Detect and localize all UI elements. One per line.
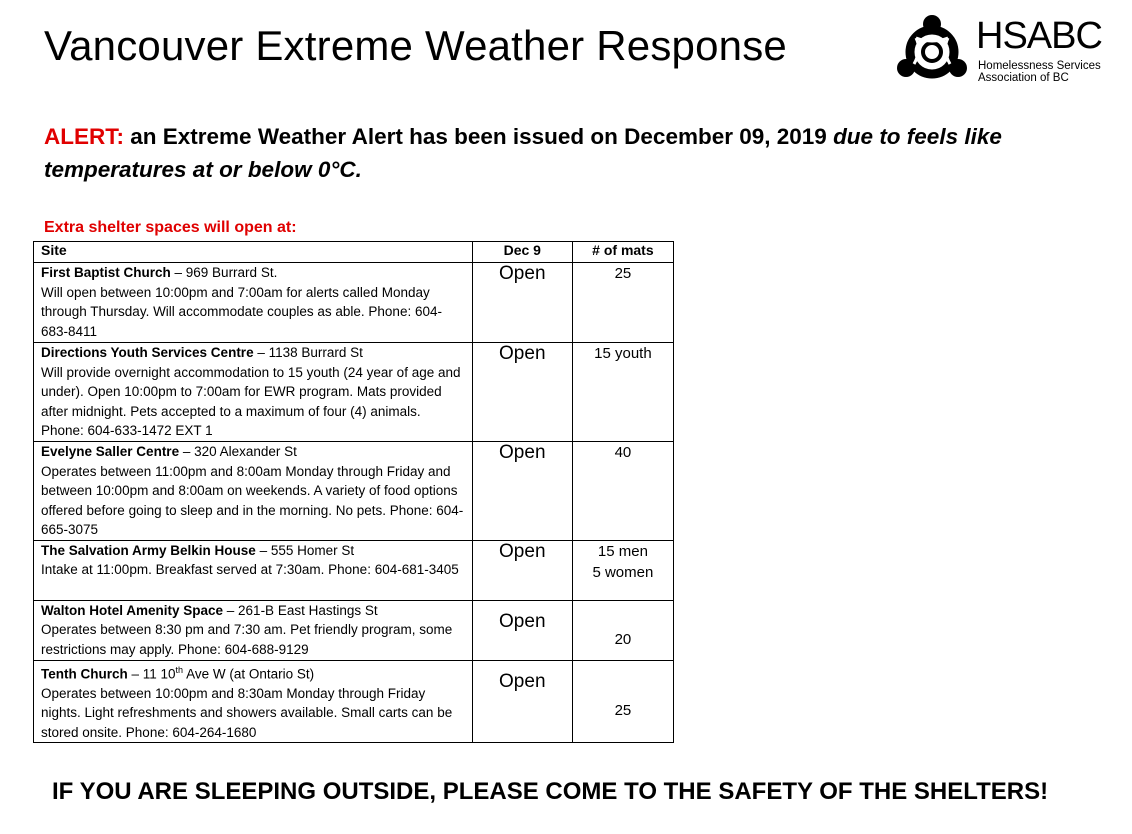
site-name: Walton Hotel Amenity Space — [41, 602, 224, 618]
site-cell — [34, 540, 473, 600]
alert-text: an Extreme Weather Alert has been issued on December 09, 2019 — [124, 124, 834, 149]
table-row — [34, 442, 674, 541]
page-title: Vancouver Extreme Weather Response — [44, 22, 787, 69]
site-cell — [34, 600, 473, 660]
site-name: Evelyne Saller Centre — [41, 444, 180, 459]
site-address-post: Ave W (at Ontario St) — [183, 666, 315, 681]
table-row — [34, 540, 674, 600]
site-address: – 969 Burrard St. — [170, 265, 278, 280]
site-cell — [34, 263, 473, 343]
site-details: Operates between 10:00pm and 8:30am Monday through Friday nights. Light refreshments and showers available. Small carts can be stored onsite. Phone: 604-264-1680 — [41, 685, 453, 740]
site-address: – 320 Alexander St — [179, 444, 297, 459]
status-cell: Open — [472, 660, 572, 743]
mats-cell — [572, 540, 673, 600]
status-cell: Open — [472, 540, 572, 600]
mats-cell: 25 — [572, 660, 673, 743]
table-row — [34, 600, 674, 660]
alert-label: ALERT: — [44, 124, 124, 149]
header-mats: # of mats — [572, 242, 673, 263]
table-row — [34, 343, 674, 442]
alert-reason: due to feels like temperatures at or below 0°C. — [44, 124, 1002, 182]
logo-subtitle-line2: Association of BC — [978, 72, 1069, 84]
site-cell — [34, 442, 473, 541]
site-details: Will provide overnight accommodation to 15 youth (24 year of age and under). Open 10:00pm to 7:00am for EWR program. Mats provided after midnight. Pets accepted to a maximum of four (4) animals. Phone: 604-633-1472 EXT 1 — [41, 364, 461, 438]
hsabc-emblem-icon — [892, 14, 972, 90]
mats-cell: 25 — [572, 263, 673, 343]
mats-cell: 40 — [572, 442, 673, 541]
mats-cell: 15 youth — [572, 343, 673, 442]
status-cell: Open — [472, 343, 572, 442]
site-address: – 1138 Burrard St — [253, 345, 363, 360]
mats-men: 15 men — [597, 542, 648, 560]
mats-women: 5 women — [592, 563, 654, 581]
logo-subtitle-line1: Homelessness Services — [978, 60, 1101, 72]
mats-cell: 20 — [572, 600, 673, 660]
table-row — [34, 660, 674, 743]
alert-message — [44, 120, 1044, 186]
site-details: Will open between 10:00pm and 7:00am for alerts called Monday through Thursday. Will accommodate couples as able. Phone: 604-683-8411 — [41, 284, 442, 339]
site-cell — [34, 343, 473, 442]
site-details: Intake at 11:00pm. Breakfast served at 7:30am. Phone: 604-681-3405 — [41, 562, 459, 577]
site-address-pre: – 11 10 — [127, 666, 176, 681]
site-details: Operates between 8:30 pm and 7:30 am. Pet friendly program, some restrictions may apply. Phone: 604-688-9129 — [41, 622, 453, 657]
hsabc-logo — [892, 14, 1112, 90]
site-address: – 555 Homer St — [255, 542, 355, 558]
header-status: Dec 9 — [472, 242, 572, 263]
table-header-row — [34, 242, 674, 263]
site-name: Tenth Church — [41, 666, 128, 681]
header-site: Site — [34, 242, 473, 263]
shelter-subheading: Extra shelter spaces will open at: — [44, 219, 297, 236]
site-address-sup: th — [175, 664, 184, 675]
site-name: Directions Youth Services Centre — [41, 345, 254, 360]
site-cell — [34, 660, 473, 743]
table-row — [34, 263, 674, 343]
footer-message: IF YOU ARE SLEEPING OUTSIDE, PLEASE COME TO THE SAFETY OF THE SHELTERS! — [52, 778, 1049, 805]
site-name: The Salvation Army Belkin House — [41, 542, 256, 558]
shelter-table — [33, 241, 674, 743]
site-details: Operates between 11:00pm and 8:00am Monday through Friday and between 10:00pm and 8:00am on weekends. A variety of food options offered before going to sleep and in the morning. No pets. Phone: 604-665-3075 — [41, 463, 464, 537]
status-cell: Open — [472, 263, 572, 343]
site-address: – 261-B East Hastings St — [223, 602, 378, 618]
logo-name: HSABC — [976, 15, 1102, 57]
status-cell: Open — [472, 442, 572, 541]
status-cell: Open — [472, 600, 572, 660]
logo-subtitle — [978, 60, 1101, 84]
site-name: First Baptist Church — [41, 265, 171, 280]
